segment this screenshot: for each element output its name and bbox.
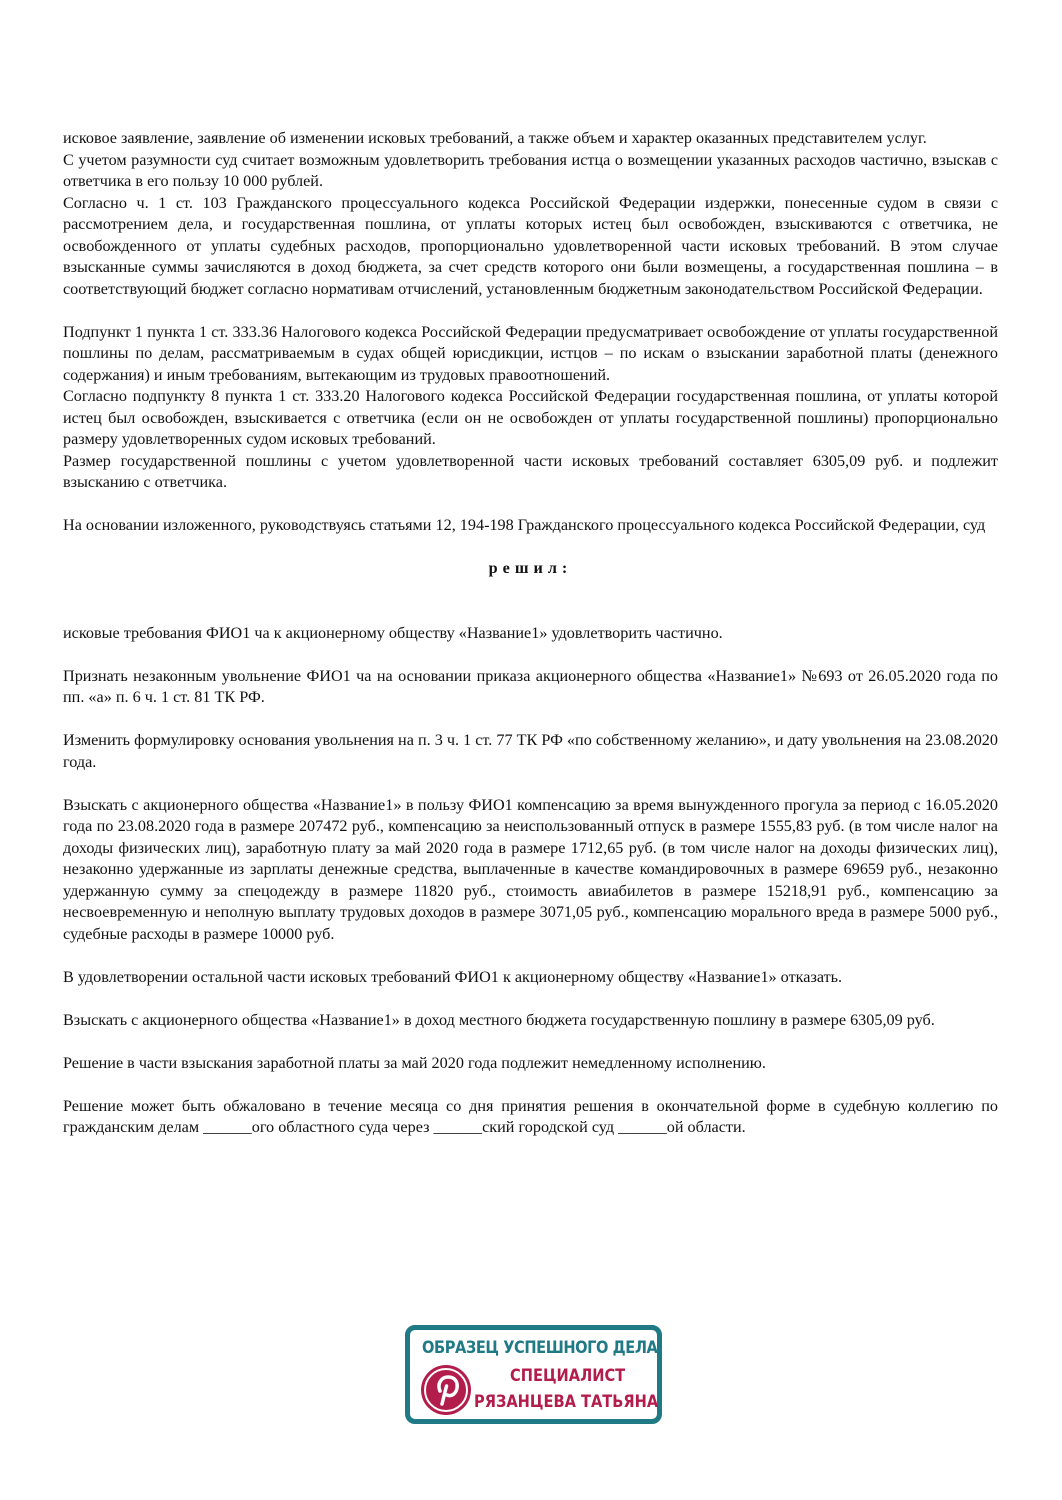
paragraph-1: исковое заявление, заявление об изменении исковых требований, а также объем и характер оказанных представителем услуг. xyxy=(63,129,927,147)
paragraph-7: На основании изложенного, руководствуясь статьями 12, 194-198 Гражданского процессуального кодекса Российской Федерации, суд xyxy=(63,516,986,534)
stamp-role: СПЕЦИАЛИСТ xyxy=(510,1366,626,1386)
sample-case-stamp xyxy=(405,1325,662,1424)
decision-item-6: Взыскать с акционерного общества «Название1» в доход местного бюджета государственную пошлину в размере 6305,09 руб. xyxy=(63,1010,935,1029)
paragraph-2: С учетом разумности суд считает возможным удовлетворить требования истца о возмещении указанных расходов частично, взыскав с ответчика в его пользу 10 000 рублей. xyxy=(63,150,998,190)
paragraph-4: Подпункт 1 пункта 1 ст. 333.36 Налогового кодекса Российской Федерации предусматривает освобождение от уплаты государственной пошлины по делам, рассматриваемым в судах общей юрисдикции, истцов – по искам о взыскании заработной платы (денежного содержания) и иным требованиям, вытекающим из трудовых правоотношений. xyxy=(63,322,998,384)
stamp-title: ОБРАЗЕЦ УСПЕШНОГО ДЕЛА xyxy=(422,1338,658,1358)
decision-item-7: Решение в части взыскания заработной платы за май 2020 года подлежит немедленному исполнению. xyxy=(63,1053,766,1072)
stamp-name: РЯЗАНЦЕВА ТАТЬЯНА xyxy=(474,1392,659,1412)
decision-item-3: Изменить формулировку основания увольнения на п. 3 ч. 1 ст. 77 ТК РФ «по собственному желанию», и дату увольнения на 23.08.2020 года. xyxy=(63,731,998,771)
pinterest-icon xyxy=(420,1364,472,1416)
paragraph-5: Согласно подпункту 8 пункта 1 ст. 333.20 Налогового кодекса Российской Федерации государственная пошлина, от уплаты которой истец был освобожден, взыскивается с ответчика (если он не освобожден от уплаты государственной пошлины) пропорционально размеру удовлетворенных судом исковых требований. xyxy=(63,387,998,448)
decision-item-2: Признать незаконным увольнение ФИО1 ча на основании приказа акционерного общества «Название1» №693 от 26.05.2020 года по пп. «а» п. 6 ч. 1 ст. 81 ТК РФ. xyxy=(63,666,998,706)
decision-heading: решил: xyxy=(488,559,573,577)
decision-item-5: В удовлетворении остальной части исковых требований ФИО1 к акционерному обществу «Название1» отказать. xyxy=(63,967,843,986)
paragraph-3: Согласно ч. 1 ст. 103 Гражданского процессуального кодекса Российской Федерации издержки, понесенные судом в связи с рассмотрением дела, и государственная пошлина, от уплаты которых истец был освобожден, взыскиваются с ответчика, не освобожденного от уплаты судебных расходов, пропорционально удовлетворенной части исковых требований. В этом случае взысканные суммы зачисляются в доход бюджета, за счет средств которого они были возмещены, а государственная пошлина – в соответствующий бюджет согласно нормативам отчислений, установленным бюджетным законодательством Российской Федерации. xyxy=(63,193,998,298)
document-body xyxy=(63,128,998,1139)
paragraph-6: Размер государственной пошлины с учетом удовлетворенной части исковых требований составляет 6305,09 руб. и подлежит взысканию с ответчика. xyxy=(63,451,998,491)
decision-item-8: Решение может быть обжаловано в течение месяца со дня принятия решения в окончательной форме в судебную коллегию по гражданским делам ______ого областного суда через ______ский городской суд ______ой области. xyxy=(63,1096,998,1136)
decision-item-1: исковые требования ФИО1 ча к акционерному обществу «Название1» удовлетворить частично. xyxy=(63,623,723,642)
decision-item-4: Взыскать с акционерного общества «Название1» в пользу ФИО1 компенсацию за время вынужденного прогула за период с 16.05.2020 года по 23.08.2020 года в размере 207472 руб., компенсацию за неиспользованный отпуск в размере 1555,83 руб. (в том числе налог на доходы физических лиц), заработную плату за май 2020 года в размере 1712,65 руб. (в том числе налог на доходы физических лиц), незаконно удержанные из зарплаты денежные средства, выплаченные в качестве командировочных в размере 69659 руб., незаконно удержанную сумму за спецодежду в размере 11820 руб., стоимость авиабилетов в размере 15218,91 руб., компенсацию за несвоевременную и неполную выплату трудовых доходов в размере 3071,05 руб., компенсацию морального вреда в размере 5000 руб., судебные расходы в размере 10000 руб. xyxy=(63,795,998,943)
